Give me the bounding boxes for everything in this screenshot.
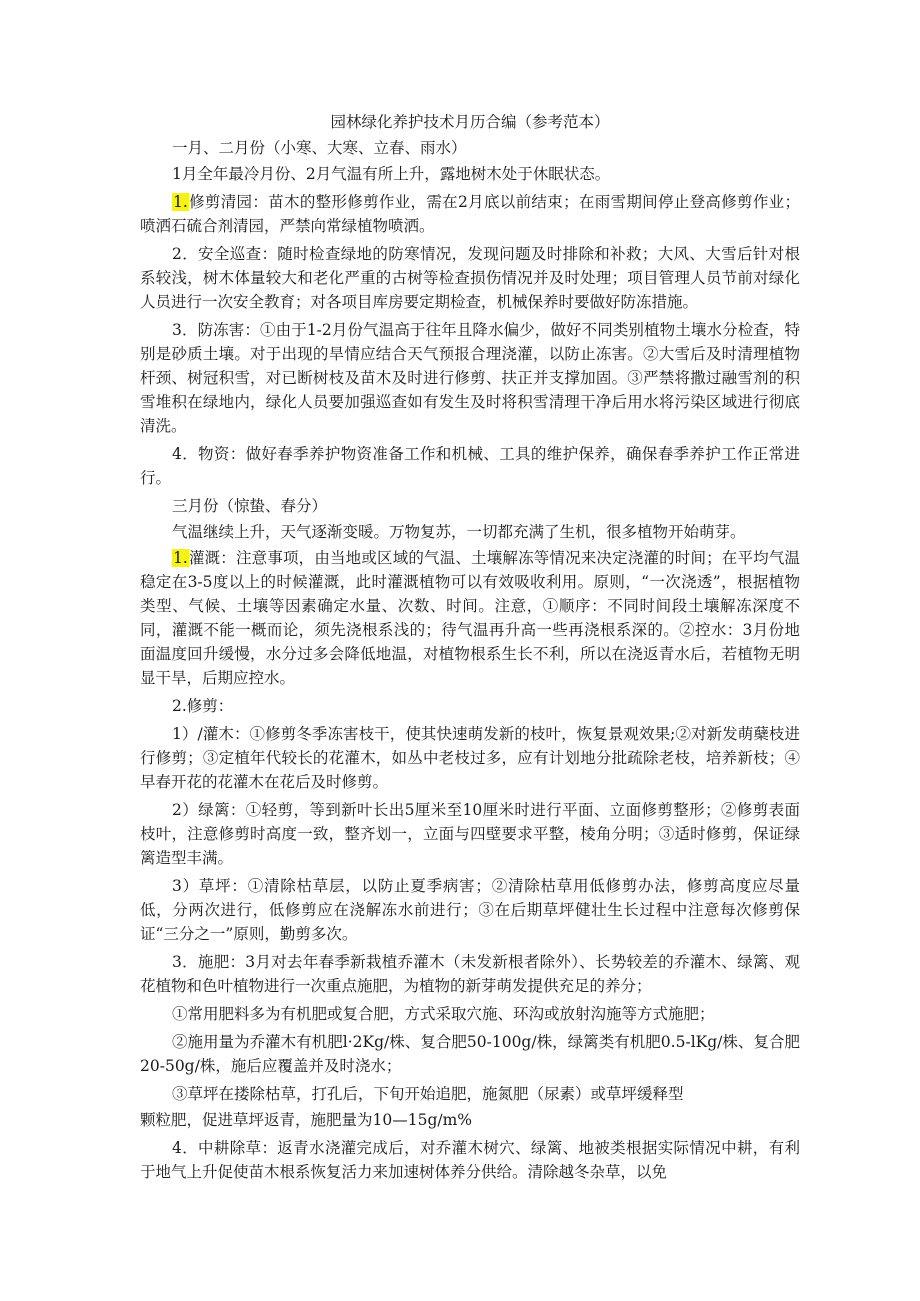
section1-item4: 4．物资：做好春季养护物资准备工作和机械、工具的维护保养，确保春季养护工作正常进行。 xyxy=(140,445,800,487)
section1-intro: 1月全年最冷月份、2月气温有所上升，露地树木处于休眠状态。 xyxy=(172,165,611,183)
section2-item3: 3．施肥：3月对去年春季新栽植乔灌木（未发新根者除外）、长势较差的乔灌木、绿篱、观花植物和色叶植物进行一次重点施肥，为植物的新芽萌发提供充足的养分； xyxy=(140,953,800,995)
section2-item2-sub3: 3）草坪：①清除枯草层，以防止夏季病害；②清除枯草用低修剪办法，修剪高度应尽量低，分两次进行，低修剪应在浇解冻水前进行；③在后期草坪健壮生长过程中注意每次修剪保证“三分之一”原则，勤剪多次。 xyxy=(140,877,800,943)
section1-item2: 2．安全巡查：随时检查绿地的防寒情况，发现问题及时排除和补救；大风、大雪后针对根系较浅，树木体量较大和老化严重的古树等检查损伤情况并及时处理；项目管理人员节前对绿化人员进行一次安全教育；对各项目库房要定期检查，机械保养时要做好防冻措施。 xyxy=(140,245,800,311)
section1-item3: 3．防冻害：①由于1-2月份气温高于往年且降水偏少，做好不同类别植物土壤水分检查，特别是砂质土壤。对于出现的旱情应结合天气预报合理浇灌，以防止冻害。②大雪后及时清理植物杆颈、树冠积雪，对已断树枝及苗木及时进行修剪、扶正并支撑加固。③严禁将撒过融雪剂的积雪堆积在绿地内，绿化人员要加强巡查如有发生及时将积雪清理干净后用水将污染区域进行彻底清洗。 xyxy=(140,321,800,435)
document-title: 园林绿化养护技术月历合编（参考范本） xyxy=(330,113,610,131)
section2-item3-b: ②施用量为乔灌木有机肥l·2Kg∕株、复合肥50-100g∕株，绿篱类有机肥0.5-lKg∕株、复合肥20-50g∕株，施后应覆盖并及时浇水； xyxy=(140,1033,800,1075)
section2-item2-sub1: 1）/灌木：①修剪冬季冻害枝干，使其快速萌发新的枝叶，恢复景观效果;②对新发萌蘖枝进行修剪；③定植年代较长的花灌木，如丛中老枝过多，应有计划地分批疏除老枝，培养新枝；④早春开花的花灌木在花后及时修剪。 xyxy=(140,725,800,791)
section2-item1-text: 灌溉：注意事项，由当地或区域的气温、土壤解冻等情况来决定浇灌的时间；在平均气温稳定在3-5度以上的时候灌溉，此时灌溉植物可以有效吸收利用。原则，“一次浇透”，根据植物类型、气候、土壤等因素确定水量、次数、时间。注意，①顺序：不同时间段土壤解冻深度不同，灌溉不能一概而论，须先浇根系浅的；待气温再升高一些再浇根系深的。②控水：3月份地面温度回升缓慢，水分过多会降低地温，对植物根系生长不利，所以在浇返青水后，若植物无明显干旱，后期应控水。 xyxy=(140,549,800,687)
section2-item4: 4．中耕除草：返青水浇灌完成后，对乔灌木树穴、绿篱、地被类根据实际情况中耕，有利于地气上升促使苗木根系恢复活力来加速树体养分供给。清除越冬杂草，以免 xyxy=(140,1139,800,1181)
highlight-marker: 1. xyxy=(173,193,188,211)
section2-item2-heading: 2.修剪： xyxy=(172,697,234,715)
section2-item3-c2: 颗粒肥，促进草坪返青，施肥量为10—15g∕m% xyxy=(140,1111,473,1129)
section1-item1-text: 修剪清园：苗木的整形修剪作业，需在2月底以前结束；在雨雪期间停止登高修剪作业；喷洒石硫合剂清园，严禁向常绿植物喷洒。 xyxy=(140,193,800,235)
section2-item1 xyxy=(140,546,800,690)
section2-item2-sub2: 2）绿篱：①轻剪，等到新叶长出5厘米至10厘米时进行平面、立面修剪整形；②修剪表面枝叶，注意修剪时高度一致，整齐划一，立面与四壁要求平整，棱角分明；③适时修剪，保证绿篱造型丰满。 xyxy=(140,801,800,867)
section2-intro: 气温继续上升，天气逐渐变暖。万物复苏，一切都充满了生机，很多植物开始萌芽。 xyxy=(172,523,746,541)
section1-item1 xyxy=(140,190,800,238)
section2-heading: 三月份（惊蛰、春分） xyxy=(172,497,328,515)
highlight-marker: 1. xyxy=(173,549,188,567)
section2-item3-a: ①常用肥料多为有机肥或复合肥，方式采取穴施、环沟或放射沟施等方式施肥； xyxy=(172,1005,715,1023)
section1-heading: 一月、二月份（小寒、大寒、立春、雨水） xyxy=(172,139,467,157)
document-body xyxy=(140,110,800,1188)
section2-item3-c1: ③草坪在搂除枯草，打孔后，下旬开始追肥，施氮肥（尿素）或草坪缓释型 xyxy=(172,1085,684,1103)
